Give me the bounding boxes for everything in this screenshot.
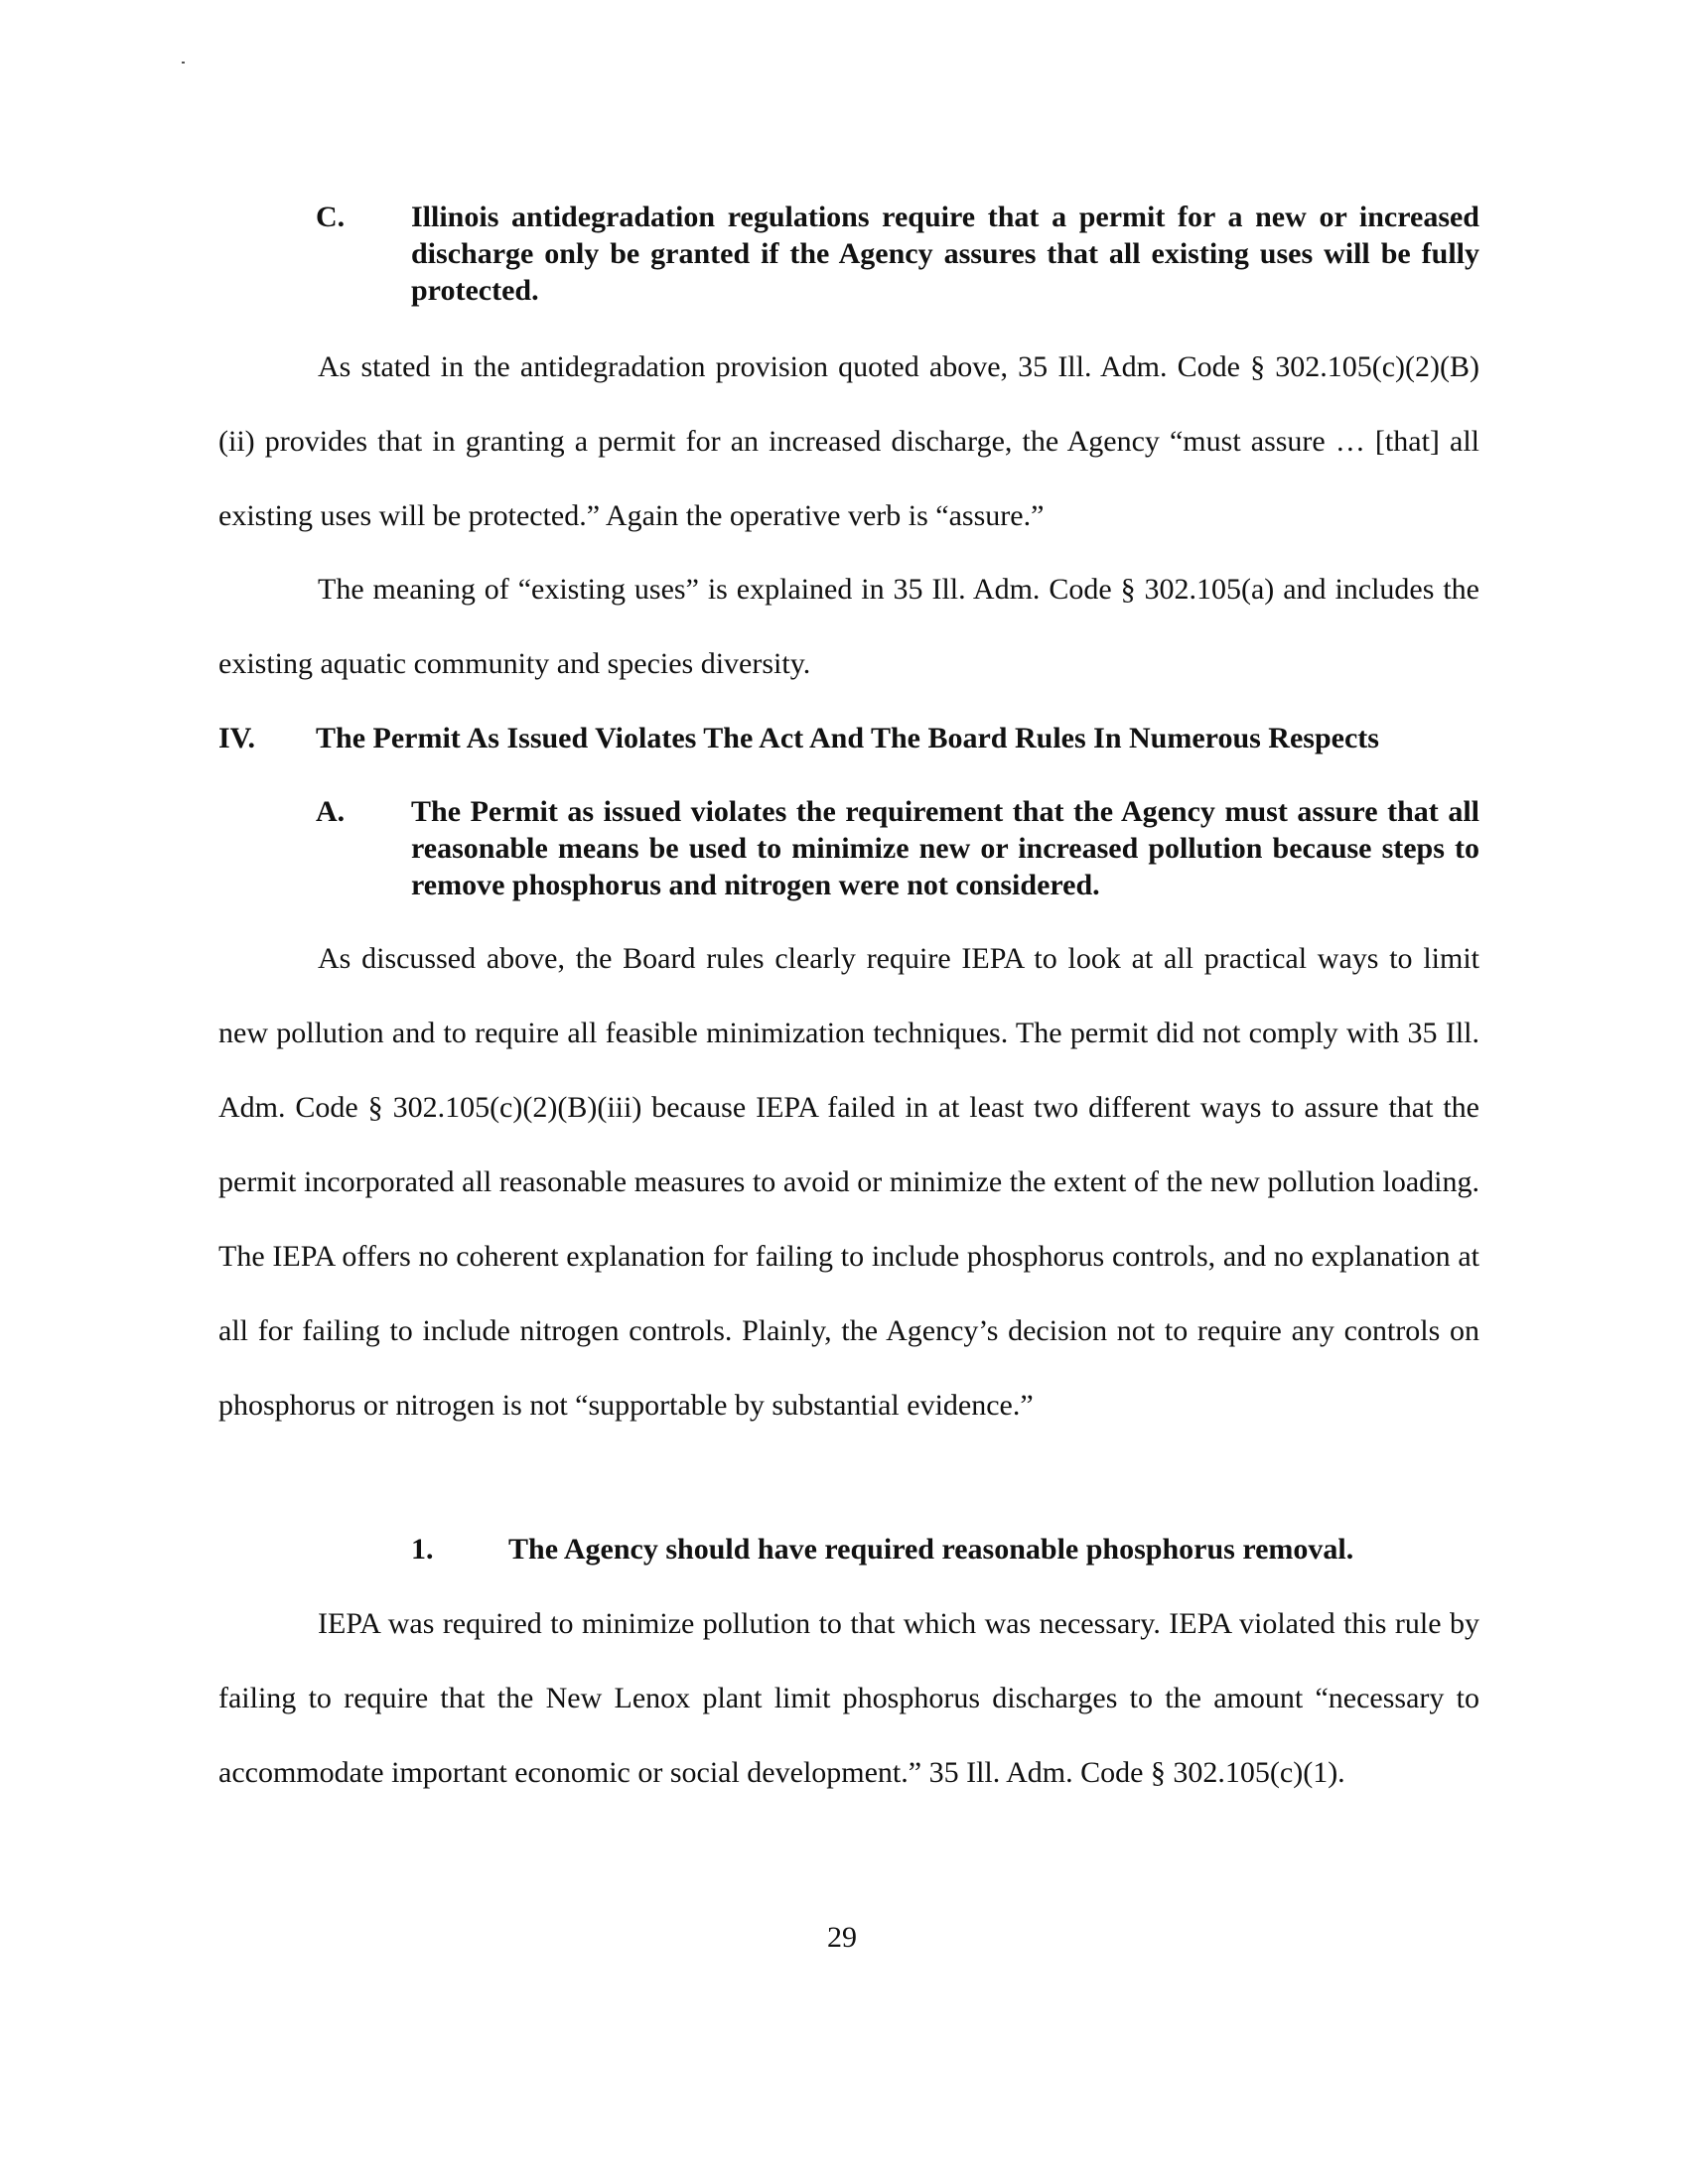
paragraph-existing-uses-assure: As stated in the antidegradation provision quoted above, 35 Ill. Adm. Code § 302.105(c)(2)(B)(ii) provides that in granting a permit for an increased discharge, the Agency “must assure … [that] all existing uses will be protected.” Again the operative verb is “assure.” [218, 350, 1479, 532]
section-iv-heading [218, 721, 1479, 756]
scan-speck [182, 62, 185, 64]
section-a-letter: A. [316, 795, 346, 828]
section-c-heading [316, 199, 1479, 310]
paragraph-existing-uses-meaning: The meaning of “existing uses” is explained in 35 Ill. Adm. Code § 302.105(a) and includes the existing aquatic community and species diversity. [218, 573, 1479, 680]
section-iv-text: The Permit As Issued Violates The Act And The Board Rules In Numerous Respects [316, 722, 1379, 754]
section-1-number: 1. [411, 1533, 434, 1566]
paragraph-phosphorus-removal: IEPA was required to minimize pollution to that which was necessary. IEPA violated this rule by failing to require that the New Lenox plant limit phosphorus discharges to the amount “necessary to accommodate important economic or social development.” 35 Ill. Adm. Code § 302.105(c)(1). [218, 1607, 1479, 1789]
section-1-heading [411, 1532, 1479, 1568]
page-number: 29 [827, 1921, 857, 1954]
section-1-text: The Agency should have required reasonable phosphorus removal. [508, 1533, 1354, 1566]
section-iv-number: IV. [218, 722, 255, 754]
section-a-heading [316, 793, 1479, 904]
section-c-text: Illinois antidegradation regulations require that a permit for a new or increased discharge only be granted if the Agency assures that all existing uses will be fully protected. [411, 201, 1479, 307]
section-c-letter: C. [316, 201, 346, 233]
paragraph-minimization-failure: As discussed above, the Board rules clearly require IEPA to look at all practical ways to limit new pollution and to require all feasible minimization techniques. The permit did not comply with 35 Ill. Adm. Code § 302.105(c)(2)(B)(iii) because IEPA failed in at least two different ways to assure that the permit incorporated all reasonable measures to avoid or minimize the extent of the new pollution loading. The IEPA offers no coherent explanation for failing to include phosphorus controls, and no explanation at all for failing to include nitrogen controls. Plainly, the Agency’s decision not to require any controls on phosphorus or nitrogen is not “supportable by substantial evidence.” [218, 942, 1479, 1422]
section-a-text: The Permit as issued violates the requirement that the Agency must assure that all reasonable means be used to minimize new or increased pollution because steps to remove phosphorus and nitrogen were not considered. [411, 795, 1479, 901]
